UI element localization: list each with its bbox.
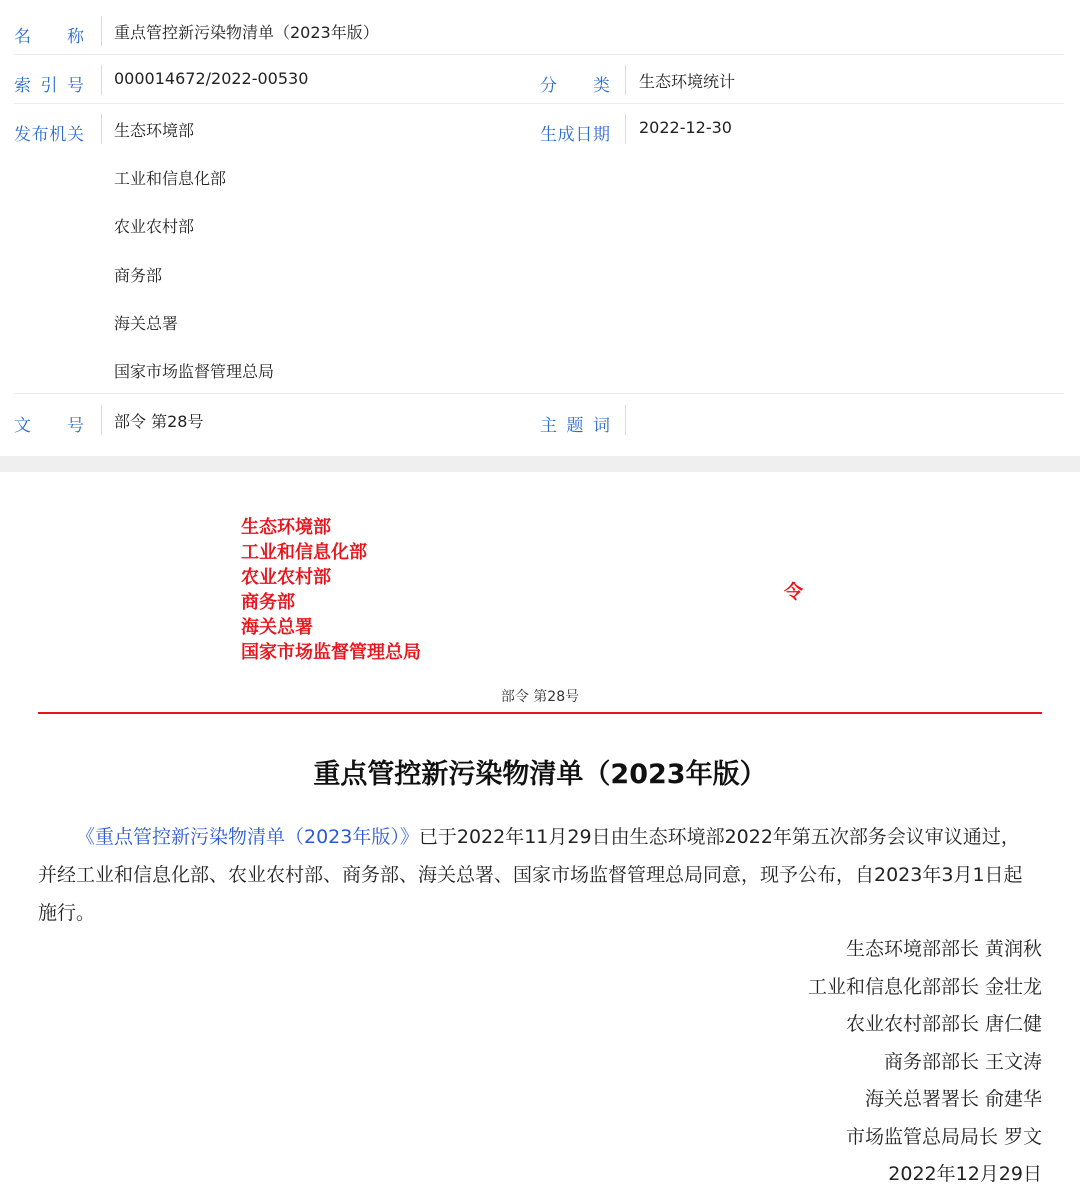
red-header-issuers <box>241 515 421 665</box>
issuer-value: 农业农村部 <box>114 217 195 236</box>
signature-line: 商务部部长 王文涛 <box>883 1050 1042 1073</box>
issuer-value: 生态环境部 <box>114 121 195 140</box>
signature-line: 海关总署署长 俞建华 <box>864 1088 1042 1110</box>
doc-number: 部令 第28号 <box>500 689 580 705</box>
index-label: 索引号 <box>14 76 84 96</box>
document-metadata <box>0 0 1080 456</box>
signature-line: 生态环境部部长 黄润秋 <box>845 938 1042 960</box>
name-value: 重点管控新污染物清单（2023年版） <box>114 23 379 42</box>
divider <box>625 65 626 95</box>
signature-line: 工业和信息化部部长 金壮龙 <box>807 975 1042 998</box>
issuer-line: 国家市场监督管理总局 <box>241 642 421 663</box>
signature-line: 市场监管总局局长 罗文 <box>845 1125 1042 1148</box>
issuer-value: 商务部 <box>114 266 163 285</box>
meta-row-name <box>14 8 1064 55</box>
issuer-line: 海关总署 <box>241 617 313 638</box>
order-character: 令 <box>784 581 804 603</box>
meta-row-docno <box>14 395 1064 443</box>
subject-label: 主题词 <box>540 416 610 436</box>
divider <box>101 114 102 144</box>
docno-value: 部令 第28号 <box>114 412 204 431</box>
title-link[interactable]: 《重点管控新污染物清单（2023年版）》 <box>76 826 419 848</box>
meta-row-issuers <box>14 105 1064 394</box>
body-text: 已于2022年11月29日由生态环境部2022年第五次部务会议审议通过，并经工业和信息化部、农业农村部、商务部、海关总署、国家市场监督管理总局同意，现予公布，自2023年3月1日起施行。 <box>38 826 1023 924</box>
divider <box>101 405 102 435</box>
issuer-line: 商务部 <box>241 592 295 613</box>
category-label: 分 类 <box>540 76 610 96</box>
divider <box>625 405 626 435</box>
issuer-line: 工业和信息化部 <box>241 542 367 563</box>
signature-date: 2022年12月29日 <box>888 1163 1042 1185</box>
issuer-value: 国家市场监督管理总局 <box>114 362 275 381</box>
name-label: 名 称 <box>14 27 84 47</box>
body-paragraph <box>38 818 1038 932</box>
divider <box>101 16 102 46</box>
issuer-value: 海关总署 <box>114 314 179 333</box>
index-value: 000014672/2022-00530 <box>114 69 309 88</box>
red-divider <box>38 712 1042 714</box>
signature-block <box>808 931 1042 1194</box>
issuer-line: 农业农村部 <box>241 567 331 588</box>
divider <box>625 114 626 144</box>
section-gap <box>0 456 1080 472</box>
category-value: 生态环境统计 <box>639 72 736 91</box>
docno-label: 文 号 <box>14 416 84 436</box>
issuer-label: 发布机关 <box>14 125 84 145</box>
date-value: 2022-12-30 <box>639 118 732 137</box>
signature-line: 农业农村部部长 唐仁健 <box>845 1013 1042 1035</box>
divider <box>101 65 102 95</box>
document-title: 重点管控新污染物清单（2023年版） <box>313 759 767 790</box>
meta-row-index <box>14 56 1064 104</box>
issuer-line: 生态环境部 <box>241 517 331 538</box>
date-label: 生成日期 <box>540 125 610 145</box>
issuer-value: 工业和信息化部 <box>114 169 227 188</box>
